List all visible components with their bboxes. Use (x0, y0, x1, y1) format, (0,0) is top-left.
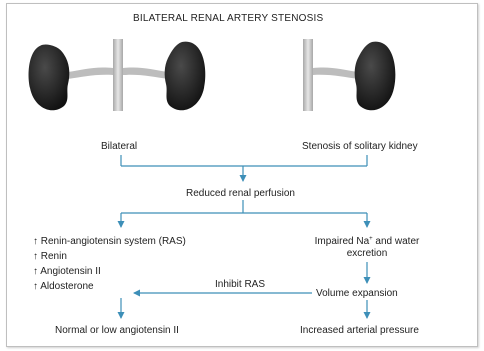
renal-artery-right (313, 67, 358, 79)
label-bilateral: Bilateral (101, 141, 138, 152)
kidney-solitary (355, 42, 396, 111)
aorta-left (113, 39, 123, 111)
renal-artery-left-a (68, 67, 113, 79)
label-inhibit-ras: Inhibit RAS (215, 279, 266, 290)
renal-artery-left-b (123, 67, 168, 79)
list-item-renin: ↑ Renin (33, 251, 67, 262)
label-normal-low-angiotensin: Normal or low angiotensin II (55, 325, 179, 336)
label-solitary-kidney: Stenosis of solitary kidney (302, 141, 418, 152)
aorta-right (303, 39, 313, 111)
label-reduced-perfusion: Reduced renal perfusion (186, 188, 295, 199)
kidney-left-1 (29, 44, 70, 110)
label-volume-expansion: Volume expansion (316, 288, 398, 299)
list-item-aldosterone: ↑ Aldosterone (33, 281, 94, 292)
diagram-title: BILATERAL RENAL ARTERY STENOSIS (133, 13, 324, 24)
list-item-angiotensin: ↑ Angiotensin II (33, 266, 101, 277)
label-impaired-excretion: Impaired Na+ and water excretion (314, 236, 420, 259)
kidney-left-2 (165, 42, 206, 111)
left-kidney-pair-illustration (29, 39, 206, 111)
solitary-kidney-illustration (303, 39, 395, 111)
list-item-ras: ↑ Renin-angiotensin system (RAS) (33, 236, 186, 247)
label-increased-pressure: Increased arterial pressure (300, 325, 419, 336)
